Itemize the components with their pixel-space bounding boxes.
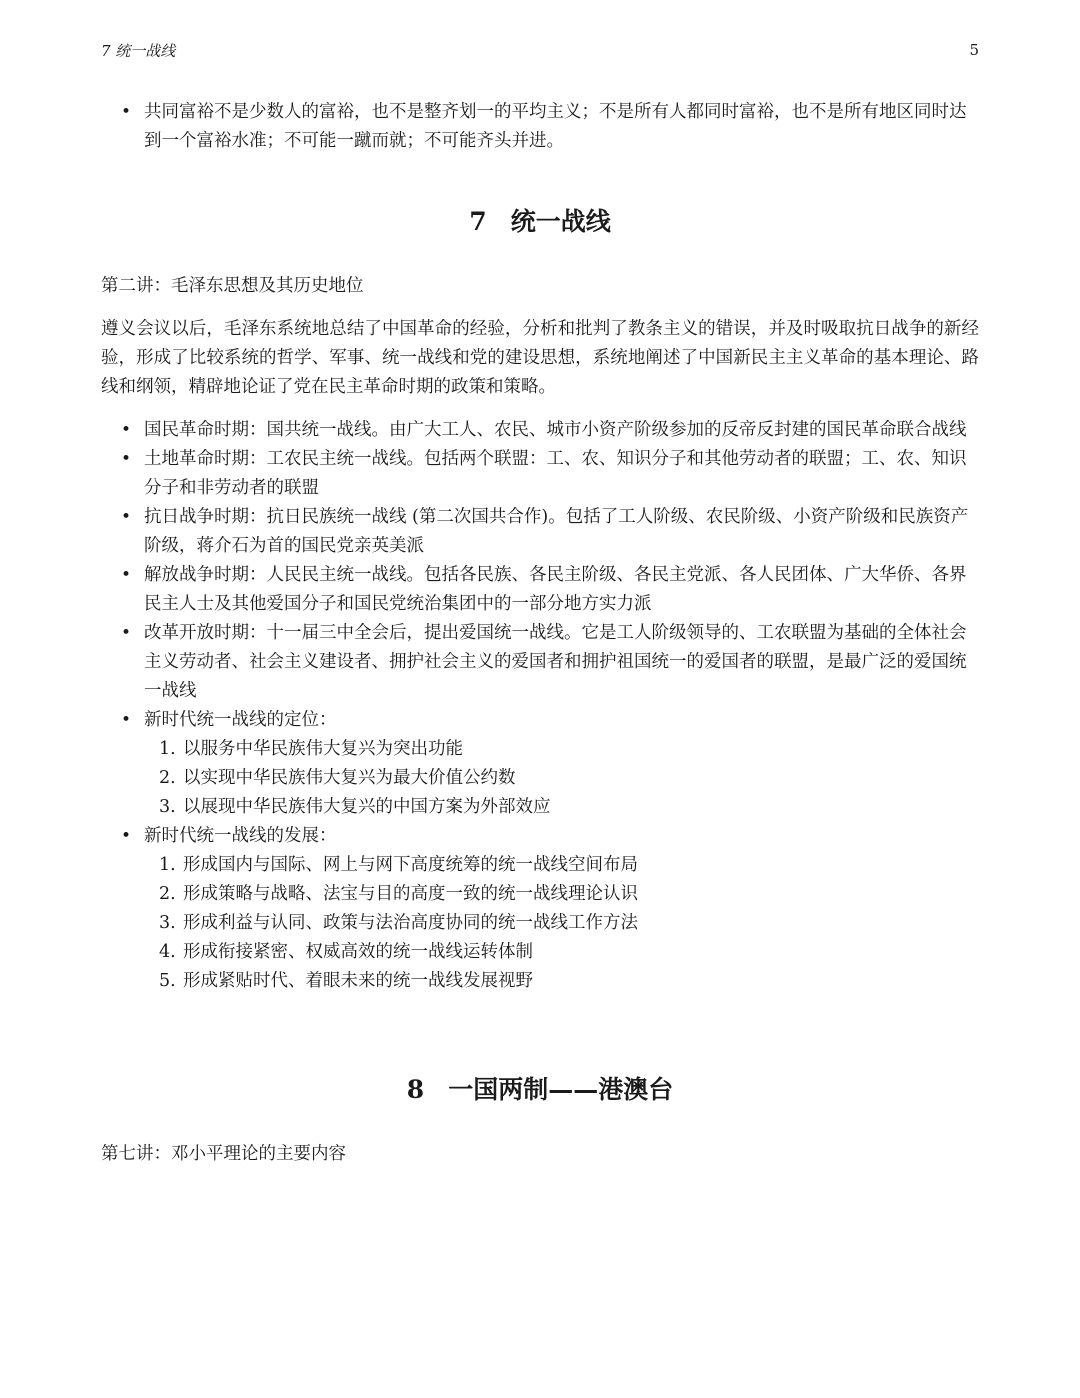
list-item: • 解放战争时期：人民民主统一战线。包括各民族、各民主阶级、各民主党派、各人民团体、广大华侨、各界民主人士及其他爱国分子和国民党统治集团中的一部分地方实力派 xyxy=(101,561,979,619)
list-item: • 土地革命时期：工农民主统一战线。包括两个联盟：工、农、知识分子和其他劳动者的联盟；工、农、知识分子和非劳动者的联盟 xyxy=(101,445,979,503)
numbered-item xyxy=(144,735,979,764)
development-item xyxy=(101,822,979,996)
top-bullet-block xyxy=(101,98,979,156)
item-number: 1. xyxy=(159,739,176,759)
item-text: 以服务中华民族伟大复兴为突出功能 xyxy=(183,739,463,759)
item-number: 3. xyxy=(159,797,176,817)
running-header xyxy=(101,38,979,62)
section-7-bullets-block xyxy=(101,416,979,996)
positioning-list xyxy=(144,735,979,822)
development-label: 新时代统一战线的发展： xyxy=(144,826,337,846)
top-bullet-list xyxy=(101,98,979,156)
section-title: 一国两制——港澳台 xyxy=(448,1075,674,1104)
item-number: 4. xyxy=(159,942,176,962)
section-7-paragraph: 遵义会议以后，毛泽东系统地总结了中国革命的经验，分析和批判了教条主义的错误，并及时吸取抗日战争的新经验，形成了比较系统的哲学、军事、统一战线和党的建设思想，系统地阐述了中国新民主主义革命的基本理论、路线和纲领，精辟地论证了党在民主革命时期的政策和策略。 xyxy=(101,319,979,397)
section-7-heading xyxy=(101,205,979,239)
section-8-lecture: 第七讲：邓小平理论的主要内容 xyxy=(101,1144,346,1164)
section-number: 7 xyxy=(469,207,487,236)
item-text: 形成国内与国际、网上与网下高度统筹的统一战线空间布局 xyxy=(183,855,638,875)
running-title: 7 统一战线 xyxy=(101,41,176,60)
item-text: 形成利益与认同、政策与法治高度协同的统一战线工作方法 xyxy=(183,913,638,933)
numbered-item xyxy=(144,938,979,967)
item-text: 形成策略与战略、法宝与目的高度一致的统一战线理论认识 xyxy=(183,884,638,904)
list-item: • 国民革命时期：国共统一战线。由广大工人、农民、城市小资产阶级参加的反帝反封建的国民革命联合战线 xyxy=(101,416,979,445)
numbered-item xyxy=(144,764,979,793)
numbered-item xyxy=(144,880,979,909)
item-text: 形成紧贴时代、着眼未来的统一战线发展视野 xyxy=(183,971,533,991)
list-item: • 抗日战争时期：抗日民族统一战线 (第二次国共合作)。包括了工人阶级、农民阶级、小资产阶级和民族资产阶级，蒋介石为首的国民党亲英美派 xyxy=(101,503,979,561)
item-number: 5. xyxy=(159,971,176,991)
section-7-lecture: 第二讲：毛泽东思想及其历史地位 xyxy=(101,276,364,296)
positioning-label: 新时代统一战线的定位： xyxy=(144,710,337,730)
page-number: 5 xyxy=(969,41,979,59)
numbered-item xyxy=(144,967,979,996)
numbered-item xyxy=(144,909,979,938)
section-title: 统一战线 xyxy=(510,207,611,236)
list-item: • 共同富裕不是少数人的富裕，也不是整齐划一的平均主义；不是所有人都同时富裕，也不是所有地区同时达到一个富裕水准；不可能一蹴而就；不可能齐头并进。 xyxy=(101,98,979,156)
development-list xyxy=(144,851,979,996)
positioning-item xyxy=(101,706,979,822)
item-text: 以实现中华民族伟大复兴为最大价值公约数 xyxy=(183,768,516,788)
section-8-heading xyxy=(101,1073,979,1107)
section-number: 8 xyxy=(406,1075,425,1104)
item-number: 3. xyxy=(159,913,176,933)
item-number: 2. xyxy=(159,768,176,788)
item-number: 2. xyxy=(159,884,176,904)
item-number: 1. xyxy=(159,855,176,875)
list-item: • 改革开放时期：十一届三中全会后，提出爱国统一战线。它是工人阶级领导的、工农联盟为基础的全体社会主义劳动者、社会主义建设者、拥护社会主义的爱国者和拥护祖国统一的爱国者的联盟，是最广泛的爱国统一战线 xyxy=(101,619,979,706)
item-text: 以展现中华民族伟大复兴的中国方案为外部效应 xyxy=(183,797,551,817)
item-text: 形成衔接紧密、权威高效的统一战线运转体制 xyxy=(183,942,533,962)
numbered-item xyxy=(144,793,979,822)
section-7-bullet-list xyxy=(101,416,979,996)
numbered-item xyxy=(144,851,979,880)
